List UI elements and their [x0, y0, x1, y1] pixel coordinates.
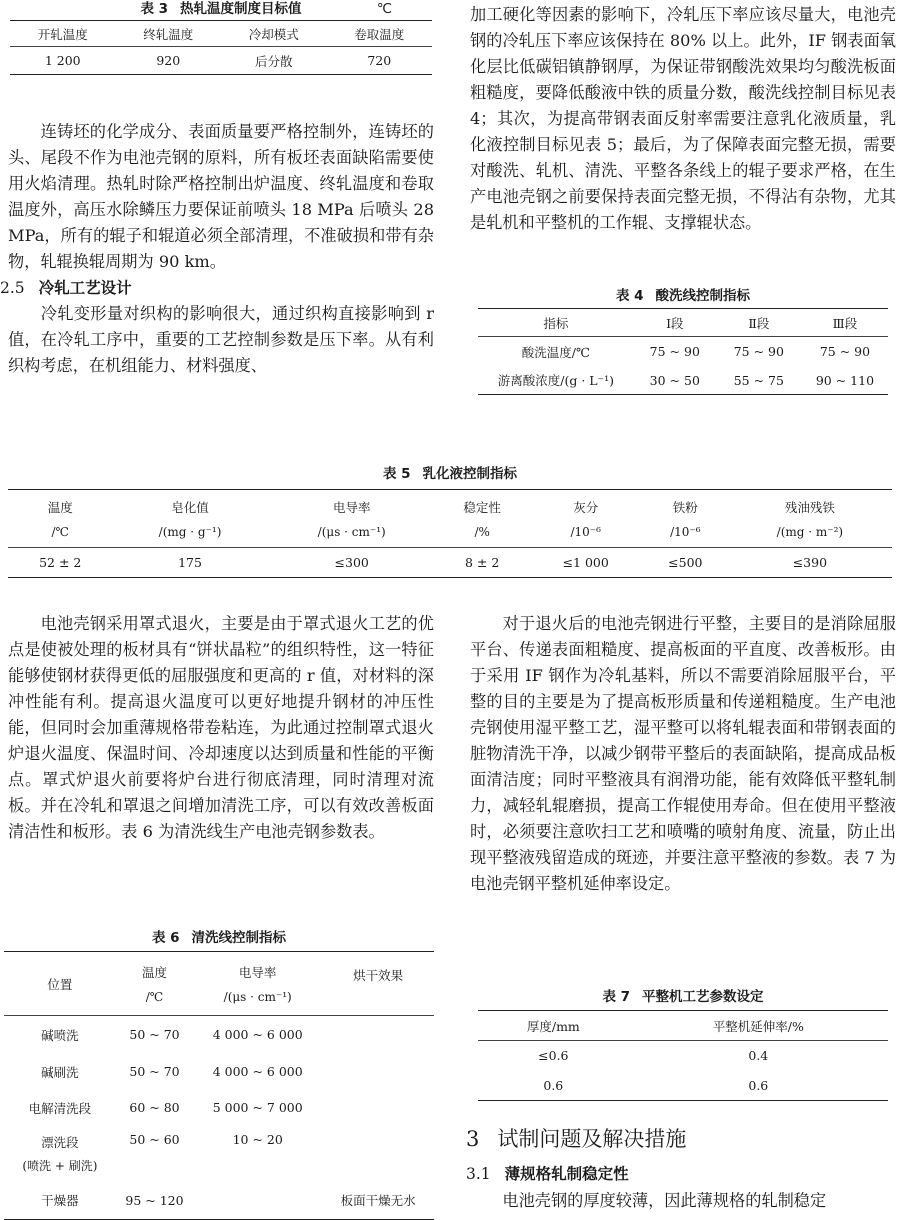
table3-header: 终轧温度: [143, 26, 194, 42]
left-column-lower: [8, 611, 434, 845]
table5-header-unit: /10⁻⁶: [570, 525, 601, 539]
table5-header-name: 灰分: [573, 500, 599, 515]
paragraph-text: 电池壳钢的厚度较薄，因此薄规格的轧制稳定: [502, 1191, 827, 1210]
table5-header-name: 残油残铁: [784, 500, 835, 515]
table5-header-unit: /10⁻⁶: [670, 525, 701, 539]
section-title: 试制问题及解决措施: [497, 1127, 687, 1151]
table6-cell: 60 ~ 80: [129, 1100, 180, 1115]
table5-grid: [8, 489, 892, 578]
section-number: 3.1: [466, 1165, 491, 1183]
table7-header: 平整机延伸率/%: [712, 1018, 804, 1034]
table5-header: [113, 490, 268, 548]
table5-cell: ≤390: [792, 555, 828, 570]
table3-title: 热轧温度制度目标值: [180, 1, 302, 17]
table7-cell: 0.6: [543, 1077, 564, 1093]
table3-cell: 720: [367, 53, 392, 68]
table5-header-name: 皂化值: [171, 500, 209, 515]
table7-cell: ≤0.6: [538, 1048, 569, 1064]
table4-caption: [478, 286, 888, 308]
table7-cell: 0.4: [748, 1048, 769, 1064]
table6-cell: 50 ~ 70: [129, 1064, 180, 1079]
table6-cell: [322, 1090, 434, 1126]
table6-header-name: 温度: [141, 965, 167, 980]
table4-number: 表 4: [615, 288, 644, 304]
table6-caption: [4, 927, 434, 951]
table6-cell: 4 000 ~ 6 000: [212, 1027, 303, 1043]
table6-cell-line: 漂洗段: [41, 1135, 79, 1150]
table6-cell: 95 ~ 120: [125, 1192, 184, 1208]
table6: [4, 927, 434, 1220]
table4-cell: 游离酸浓度/(g · L⁻¹): [497, 373, 615, 389]
table4-cell: 75 ~ 90: [819, 344, 871, 360]
table5-header: [728, 490, 892, 548]
table5-header-unit: /(mg · g⁻¹): [158, 525, 222, 539]
table6-header: [193, 952, 322, 1016]
table6-number: 表 6: [151, 930, 180, 946]
table5-header: [436, 490, 529, 548]
table4-header: 指标: [543, 315, 569, 331]
table3-cell: 1 200: [44, 53, 81, 68]
table6-cell: [193, 1182, 322, 1220]
table5-header: [8, 490, 113, 548]
table6-title: 清洗线控制指标: [191, 930, 287, 946]
table5-header: [643, 490, 728, 548]
paragraph: 加工硬化等因素的影响下，冷轧压下率应该尽量大，电池壳钢的冷轧压下率应该保持在 80% 以上。此外，IF 钢表面氧化层比低碳铝镇静钢厚，为保证带钢酸洗效果均匀酸洗板面粗糙度，要降低酸液中铁的质量分数，酸洗线控制目标见表 4；其次，为提高带钢表面反射率需要注意乳化液质量，乳化液控制目标见表 5；最后，为了保障表面完整无损，需要对酸洗、轧机、清洗、平整各条线上的辊子要求严格，在生产电池壳钢之前要保持表面完整无损，不得沾有杂物，尤其是轧机和平整机的工作辊、支撑辊状态。: [470, 5, 896, 232]
table3-grid: [10, 20, 432, 75]
table5: [8, 463, 892, 578]
section-title: 薄规格轧制稳定性: [504, 1165, 629, 1183]
table3-header: 开轧温度: [37, 26, 88, 42]
table5-number: 表 5: [382, 466, 411, 482]
table6-grid: [4, 951, 434, 1220]
table5-header: [268, 490, 436, 548]
table5-caption: [8, 463, 892, 489]
table5-header-name: 铁粉: [672, 500, 698, 515]
table3-unit: ℃: [376, 1, 392, 17]
table6-cell: [322, 1054, 434, 1090]
table5-header-unit: /%: [474, 525, 490, 539]
table6-header: 烘干效果: [353, 968, 404, 983]
section-heading-3-1: [466, 1162, 896, 1188]
table4-cell: 75 ~ 90: [733, 344, 784, 360]
table4-cell: 55 ~ 75: [733, 372, 784, 388]
table7-title: 平整机工艺参数设定: [642, 989, 764, 1005]
paragraph-text: 冷轧变形量对织构的影响很大，通过织构直接影响到 r 值，在冷轧工序中，重要的工艺控制参数是压下率。从有利织构考虑，在机组能力、材料强度、: [8, 304, 434, 375]
paragraph-text: 连铸坯的化学成分、表面质量要严格控制外，连铸坯的头、尾段不作为电池壳钢的原料，所有板坯表面缺陷需要使用火焰清理。热轧时除严格控制出炉温度、终轧温度和卷取温度外，高压水除鳞压力要保证前喷头 18 MPa 后喷头 28 MPa，所有的辊子和辊道必须全部清理，不准破损和带有杂物，轧辊换辊周期为 90 km。: [8, 122, 434, 271]
right-column-lower: [470, 611, 896, 897]
table6-header: [116, 952, 193, 1016]
table3-header: 冷却模式: [248, 26, 299, 42]
table5-cell: 175: [178, 555, 202, 570]
table5-cell: 52 ± 2: [39, 555, 82, 570]
paragraph: [470, 611, 896, 897]
table3-cell: 920: [156, 53, 181, 68]
right-column-upper: [470, 2, 896, 236]
table5-header-name: 电导率: [332, 500, 371, 515]
table6-header-unit: /(μs · cm⁻¹): [223, 990, 292, 1004]
table6-cell: 碱刷洗: [41, 1064, 79, 1080]
table6-cell: 50 ~ 60: [129, 1131, 180, 1147]
table7: [478, 986, 888, 1101]
table7-caption: [478, 986, 888, 1010]
table4: [478, 286, 888, 395]
table6-cell-line: (喷洗 + 刷洗): [22, 1159, 98, 1173]
table6-header-unit: /℃: [145, 990, 164, 1004]
table6-cell: 碱喷洗: [41, 1027, 79, 1043]
table5-title: 乳化液控制指标: [422, 466, 518, 482]
table6-cell: [322, 1126, 434, 1182]
table5-header: [529, 490, 643, 548]
table4-cell: 75 ~ 90: [649, 344, 700, 360]
table5-header-name: 温度: [47, 500, 73, 515]
table4-cell: 30 ~ 50: [649, 372, 700, 388]
table3-caption: [10, 0, 432, 20]
table4-cell: 酸洗温度/℃: [521, 344, 590, 360]
table6-header: 位置: [47, 976, 73, 992]
section-number: 2.5: [0, 279, 25, 297]
paragraph: [466, 1188, 896, 1214]
paragraph-text: 电池壳钢采用罩式退火，主要是由于罩式退火工艺的优点是使被处理的板材具有“饼状晶粒”的组织特性，这一特征能够使钢材获得更低的屈服强度和更高的 r 值，对材料的深冲性能有利。提高退火温度可以更好地提升钢材的冲压性能，但同时会加重薄规格带卷粘连，为此通过控制罩式退火炉退火温度、保温时间、冷却速度以达到质量和性能的平衡点。罩式炉退火前要将炉台进行彻底清理，同时清理对流板。并在冷轧和罩退之间增加清洗工序，可以有效改善板面清洁性和板形。表 6 为清洗线生产电池壳钢参数表。: [8, 614, 434, 841]
table6-cell: [322, 1016, 434, 1054]
section-title: 冷轧工艺设计: [38, 279, 132, 297]
table5-cell: 8 ± 2: [465, 555, 500, 570]
table3-number: 表 3: [140, 1, 169, 17]
table3-cell: 后分散: [254, 53, 293, 69]
table7-grid: [478, 1010, 888, 1101]
table5-header-unit: /(μs · cm⁻¹): [317, 525, 386, 539]
table7-header: 厚度/mm: [526, 1018, 580, 1034]
table4-title: 酸洗线控制指标: [655, 288, 751, 304]
table6-cell: 板面干燥无水: [340, 1193, 416, 1209]
paragraph: [8, 301, 434, 379]
table6-header-name: 电导率: [238, 965, 277, 980]
table6-cell: 50 ~ 70: [129, 1027, 180, 1043]
section-number: 3: [466, 1127, 480, 1151]
paragraph-text: 对于退火后的电池壳钢进行平整，主要目的是消除屈服平台、传递表面粗糙度、提高板面的平直度、改善板形。由于采用 IF 钢作为冷轧基料，所以不需要消除屈服平台，平整的目的主要是为了提高板形质量和传递粗糙度。生产电池壳钢使用湿平整工艺，湿平整可以将轧辊表面和带钢表面的脏物清洗干净，以减少钢带平整后的表面缺陷，提高成品板面清洁度；同时平整液具有润滑功能，能有效降低平整轧制力，减轻轧辊磨损，提高工作辊使用寿命。但在使用平整液时，必须要注意吹扫工艺和喷嘴的喷射角度、流量，防止出现平整液残留造成的斑迹，并要注意平整液的参数。表 7 为电池壳钢平整机延伸率设定。: [470, 614, 896, 893]
section3: [466, 1122, 896, 1214]
table3: [10, 0, 432, 75]
table4-header: Ⅰ段: [666, 315, 684, 331]
paragraph: [8, 611, 434, 845]
section-heading-3: [466, 1122, 896, 1162]
left-column-upper: [0, 119, 434, 379]
table6-cell: 10 ~ 20: [232, 1131, 283, 1147]
table6-cell: 干燥器: [41, 1193, 79, 1209]
table6-cell: 4 000 ~ 6 000: [212, 1064, 303, 1079]
table4-cell: 90 ~ 110: [815, 372, 875, 388]
table5-cell: ≤1 000: [562, 555, 609, 570]
table6-cell: 5 000 ~ 7 000: [212, 1100, 303, 1115]
table5-header-unit: /℃: [51, 525, 69, 539]
paragraph: [8, 119, 434, 275]
table4-header: Ⅱ段: [748, 315, 770, 331]
table5-cell: ≤300: [334, 555, 369, 570]
table5-cell: ≤500: [668, 555, 703, 570]
table5-header-unit: /(mg · m⁻²): [776, 525, 844, 539]
section-heading-2-5: [0, 275, 434, 301]
table3-header: 卷取温度: [354, 26, 405, 42]
table7-cell: 0.6: [748, 1077, 769, 1093]
table7-number: 表 7: [602, 989, 631, 1005]
table5-header-name: 稳定性: [463, 500, 501, 515]
table6-cell: 电解清洗段: [28, 1100, 92, 1116]
table4-grid: [478, 308, 888, 395]
table4-header: Ⅲ段: [832, 315, 858, 331]
table6-cell: [4, 1126, 116, 1182]
